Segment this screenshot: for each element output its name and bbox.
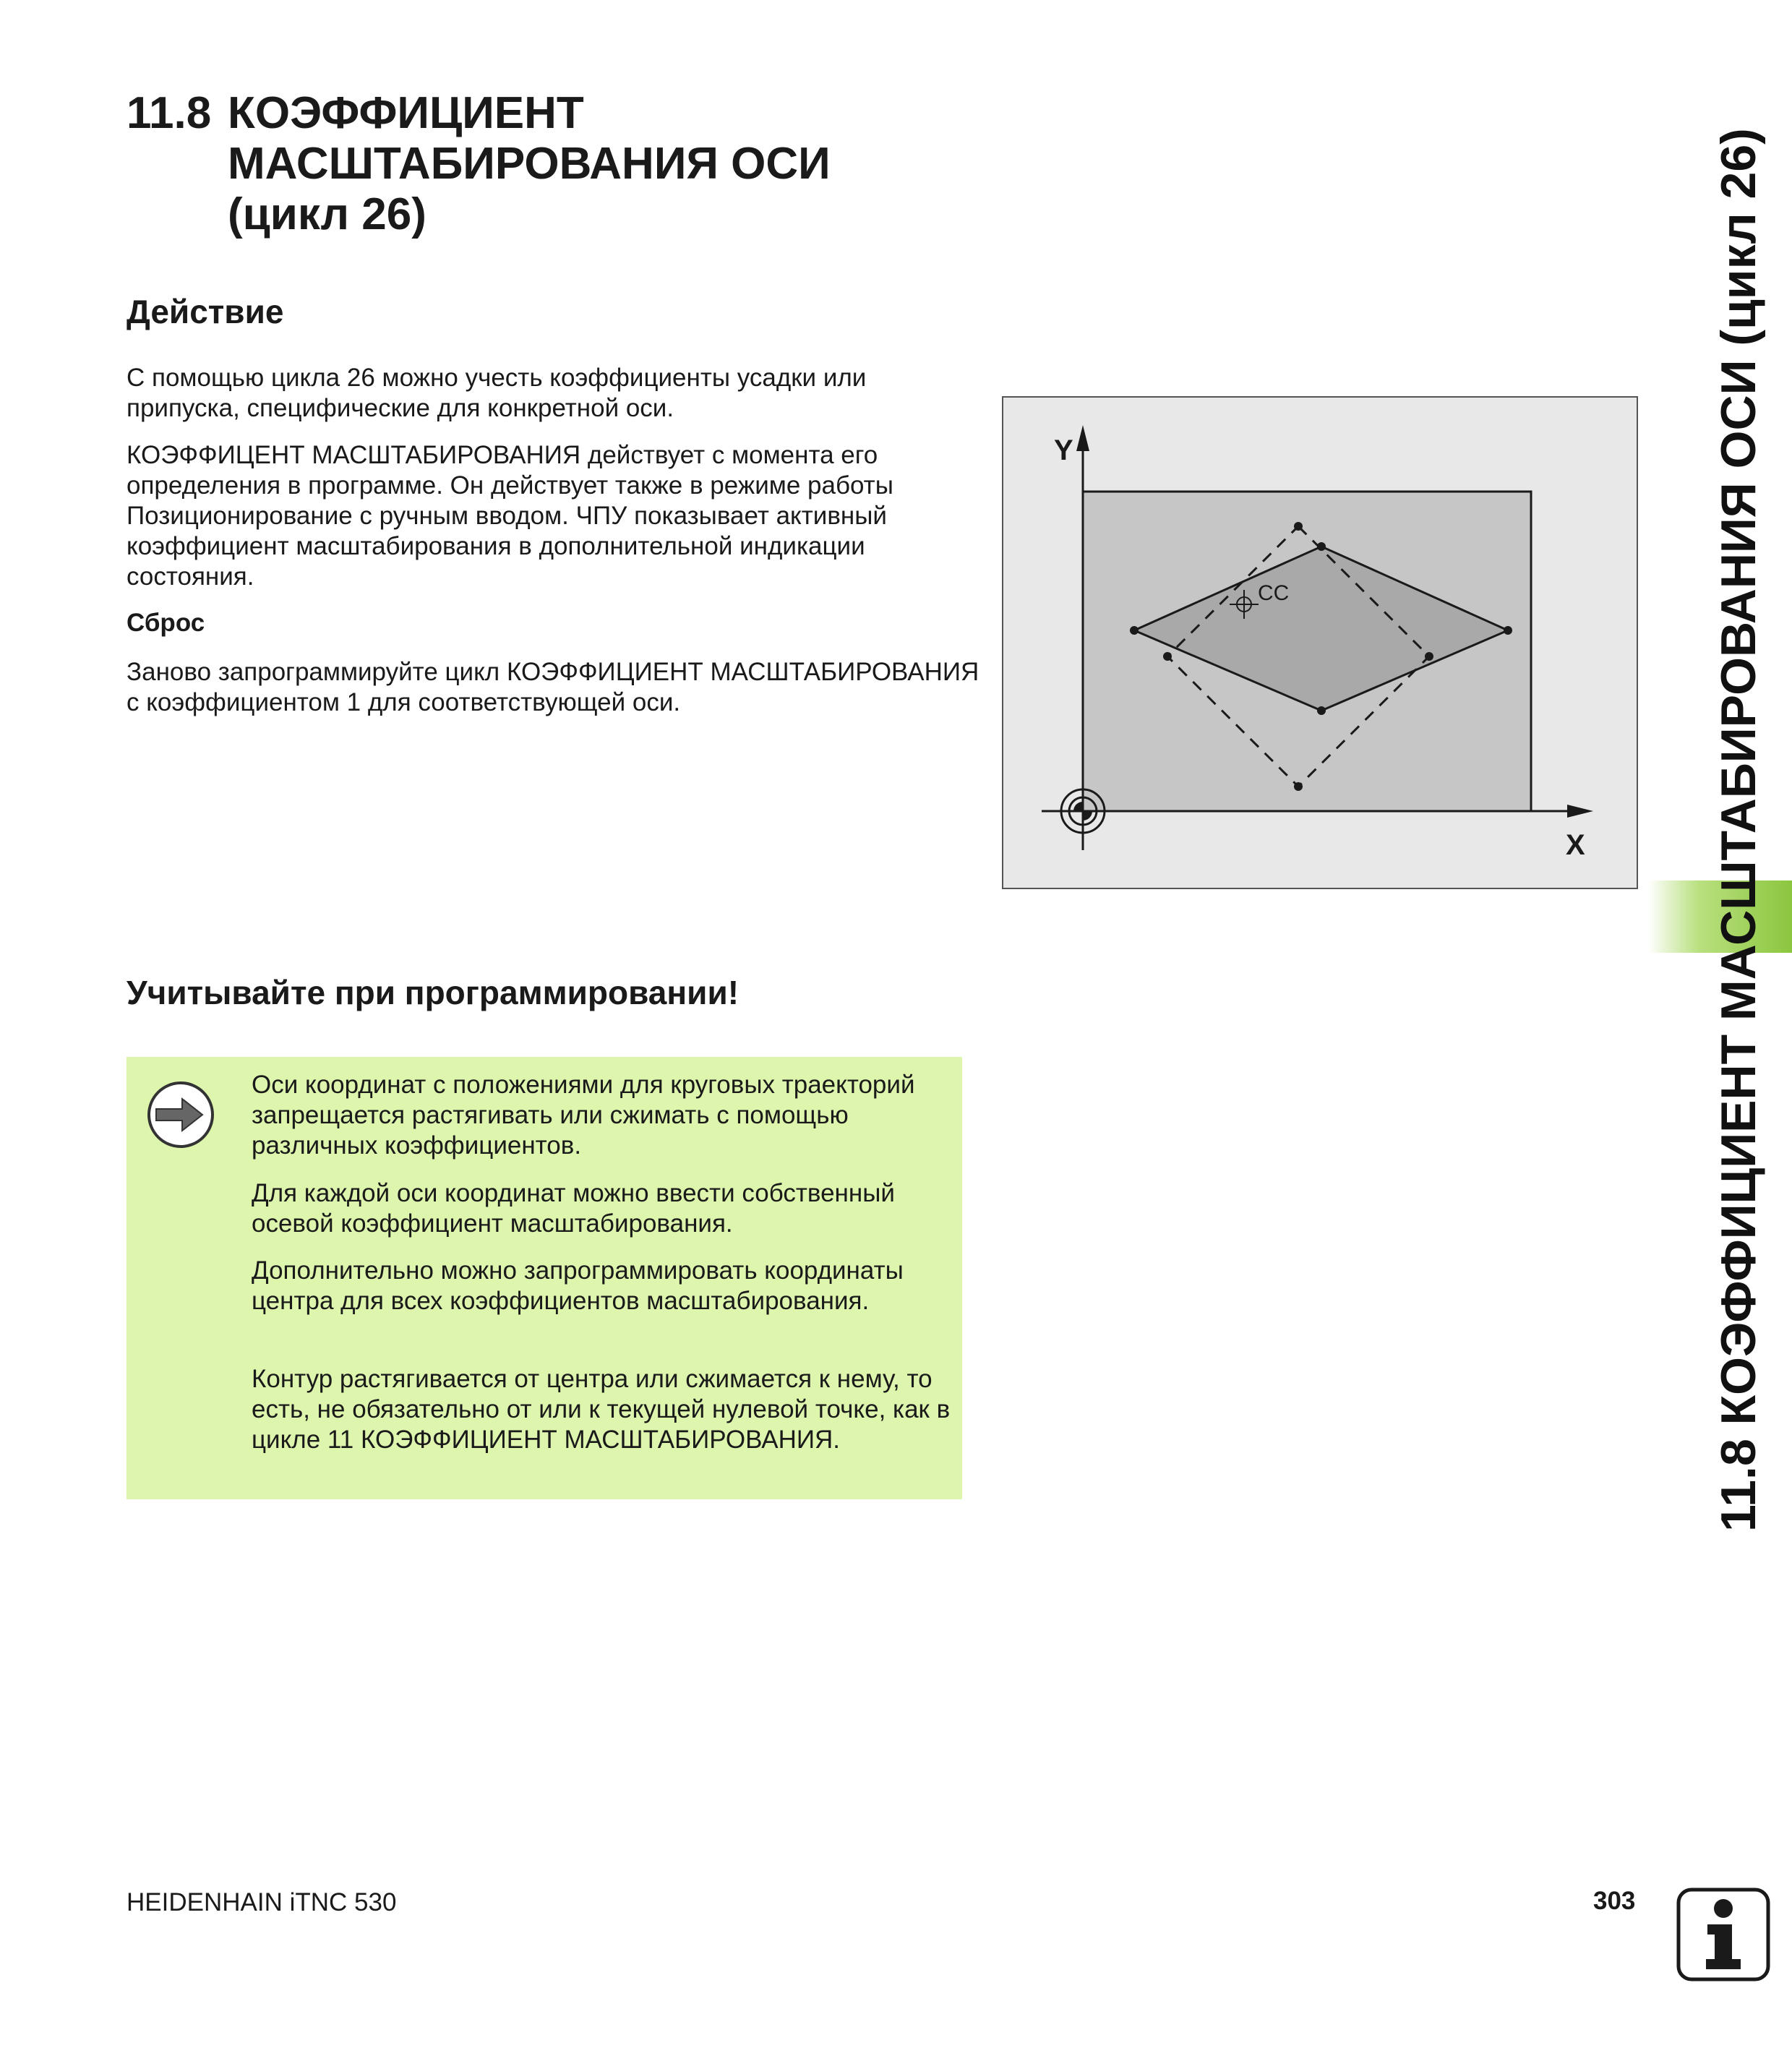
programming-note-1: Оси координат с положениями для круговых траекторий запрещается растягивать или сжимать с помощью различных коэффициентов.: [252, 1071, 915, 1160]
arrow-right-icon: [146, 1080, 215, 1149]
page-title-line-1: КОЭФФИЦИЕНТ: [228, 88, 584, 138]
scaling-diagram: [1002, 396, 1638, 889]
section-number: 11.8: [127, 88, 212, 138]
programming-notes-box: [127, 1057, 962, 1499]
programming-heading: Учитывайте при программировании!: [127, 974, 739, 1011]
action-paragraph-1: С помощью цикла 26 можно учесть коэффициенты усадки или припуска, специфические для конкретной оси.: [127, 364, 867, 422]
reset-heading: Сброс: [127, 609, 205, 637]
page-title-line-3: (цикл 26): [228, 189, 426, 239]
x-axis-label: X: [1566, 829, 1585, 861]
page-number: 303: [1593, 1887, 1636, 1915]
programming-note-3: Дополнительно можно запрограммировать координаты центра для всех коэффициентов масштабирования.: [252, 1256, 904, 1315]
programming-note-2: Для каждой оси координат можно ввести собственный осевой коэффициент масштабирования.: [252, 1179, 895, 1238]
reset-paragraph: Заново запрограммируйте цикл КОЭФФИЦИЕНТ МАСШТАБИРОВАНИЯ с коэффициентом 1 для соответствующей оси.: [127, 658, 979, 716]
side-section-title: 11.8 КОЭФФИЦИЕНТ МАСШТАБИРОВАНИЯ ОСИ (цикл 26): [1711, 128, 1766, 1532]
y-axis-label: Y: [1054, 434, 1073, 466]
footer-product: HEIDENHAIN iTNC 530: [127, 1888, 397, 1916]
page-title: [228, 88, 1023, 240]
page-title-line-2: МАСШТАБИРОВАНИЯ ОСИ: [228, 139, 831, 189]
center-point-label: CC: [1258, 581, 1290, 605]
action-paragraph-2: КОЭФФИЦЕНТ МАСШТАБИРОВАНИЯ действует с момента его определения в программе. Он действует также в режиме работы Позиционирование с ручным вводом. ЧПУ показывает активный коэффициент масштабирования в дополнительной индикации состояния.: [127, 441, 893, 591]
info-icon: [1676, 1887, 1771, 1982]
action-heading: Действие: [127, 293, 284, 330]
programming-note-4: Контур растягивается от центра или сжимается к нему, то есть, не обязательно от или к текущей нулевой точке, как в цикле 11 КОЭФФИЦИЕНТ МАСШТАБИРОВАНИЯ.: [252, 1365, 951, 1454]
